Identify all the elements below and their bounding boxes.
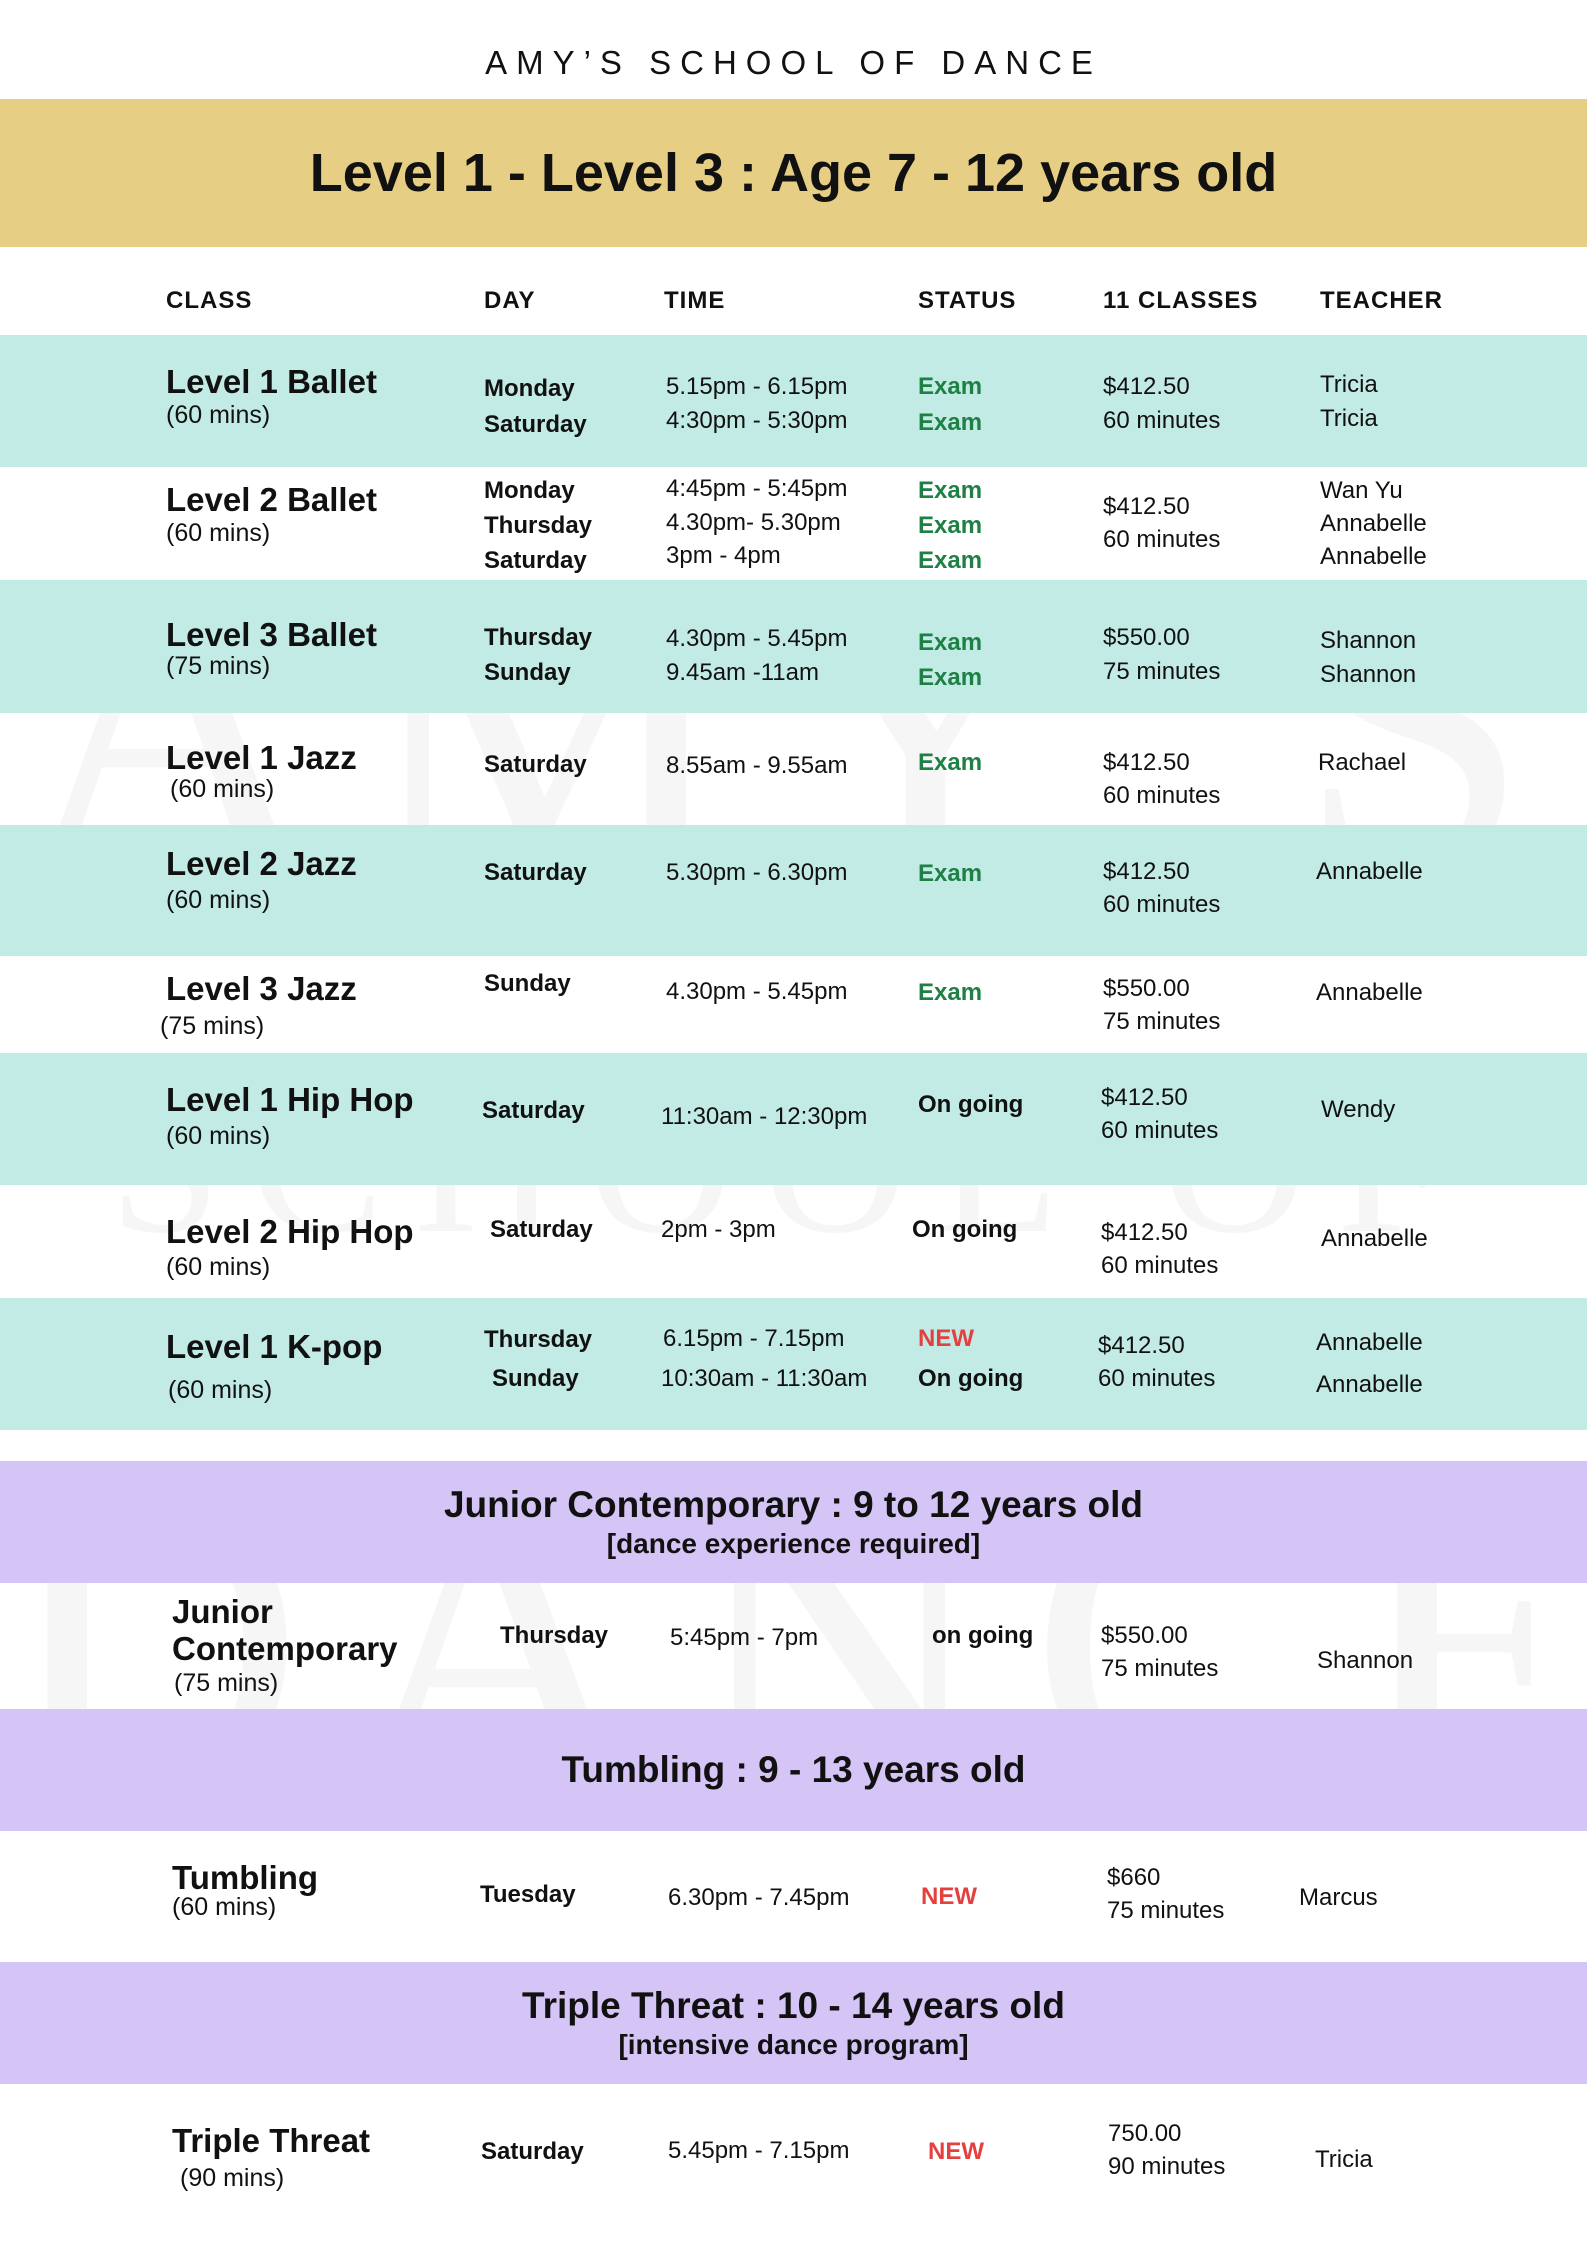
- table-row: [0, 580, 1587, 713]
- class-teacher: Marcus: [1299, 1884, 1378, 1911]
- class-name: Level 2 Ballet: [166, 481, 377, 518]
- class-minutes: 60 minutes: [1103, 407, 1221, 434]
- class-teacher: Annabelle: [1316, 979, 1423, 1006]
- section-banner-triple-threat: [0, 1962, 1587, 2084]
- status-badge: Exam: [918, 512, 983, 539]
- class-day: Tuesday: [480, 1881, 576, 1908]
- class-teacher: Annabelle: [1321, 1225, 1428, 1252]
- class-name: Contemporary: [172, 1630, 398, 1667]
- table-row: [0, 1185, 1587, 1298]
- class-day: Sunday: [484, 970, 571, 997]
- class-name: Level 1 K-pop: [166, 1328, 383, 1365]
- class-time: 2pm - 3pm: [661, 1216, 776, 1243]
- section-banner-junior-contemporary: [0, 1461, 1587, 1583]
- class-day: Monday: [484, 477, 575, 504]
- status-badge: NEW: [921, 1883, 977, 1910]
- class-price: $412.50: [1101, 1219, 1188, 1246]
- class-price: $412.50: [1103, 373, 1190, 400]
- class-minutes: 60 minutes: [1098, 1365, 1216, 1392]
- class-price: 750.00: [1108, 2120, 1182, 2147]
- status-badge: Exam: [918, 629, 983, 656]
- class-time: 4.30pm- 5.30pm: [666, 509, 841, 536]
- header-teacher: TEACHER: [1320, 287, 1444, 314]
- class-teacher: Shannon: [1317, 1647, 1414, 1674]
- class-day: Monday: [484, 375, 575, 402]
- class-day: Saturday: [484, 751, 587, 778]
- section-title: Junior Contemporary : 9 to 12 years old: [443, 1484, 1144, 1525]
- class-name: Level 1 Ballet: [166, 363, 377, 400]
- class-time: 9.45am -11am: [666, 659, 819, 686]
- school-name: AMY’S SCHOOL OF DANCE: [485, 44, 1102, 81]
- class-time: 4.30pm - 5.45pm: [666, 625, 848, 652]
- header-11-classes: 11 CLASSES: [1103, 287, 1259, 314]
- class-minutes: 90 minutes: [1108, 2153, 1226, 2180]
- class-minutes: 60 minutes: [1103, 782, 1221, 809]
- header-day: DAY: [484, 287, 536, 314]
- class-teacher: Annabelle: [1316, 1371, 1423, 1398]
- class-time: 5.30pm - 6.30pm: [666, 859, 848, 886]
- section-banner-tumbling: [0, 1709, 1587, 1831]
- status-badge: On going: [918, 1365, 1024, 1392]
- class-time: 3pm - 4pm: [666, 542, 781, 569]
- table-row: [0, 956, 1587, 1053]
- class-name: Level 2 Hip Hop: [166, 1213, 414, 1250]
- class-name: Junior: [172, 1593, 273, 1630]
- class-teacher: Annabelle: [1316, 1329, 1423, 1356]
- class-duration: (60 mins): [166, 1253, 271, 1281]
- class-price: $412.50: [1103, 858, 1190, 885]
- section-banner-levels: [0, 99, 1587, 247]
- class-time: 4:45pm - 5:45pm: [666, 475, 848, 502]
- class-teacher: Tricia: [1315, 2146, 1373, 2173]
- class-name: Level 2 Jazz: [166, 845, 357, 882]
- class-teacher: Tricia: [1320, 371, 1378, 398]
- class-time: 4:30pm - 5:30pm: [666, 407, 848, 434]
- table-row: [0, 825, 1587, 956]
- class-day: Thursday: [500, 1622, 609, 1649]
- class-day: Saturday: [484, 547, 587, 574]
- class-duration: (60 mins): [172, 1893, 277, 1921]
- class-minutes: 75 minutes: [1103, 658, 1221, 685]
- class-price: $412.50: [1103, 493, 1190, 520]
- class-time: 5.15pm - 6.15pm: [666, 373, 848, 400]
- class-duration: (75 mins): [166, 652, 271, 680]
- class-duration: (60 mins): [170, 775, 275, 803]
- class-price: $412.50: [1101, 1084, 1188, 1111]
- header-class: CLASS: [166, 287, 253, 314]
- class-price: $412.50: [1098, 1332, 1185, 1359]
- class-duration: (90 mins): [180, 2164, 285, 2192]
- class-time: 4.30pm - 5.45pm: [666, 978, 848, 1005]
- class-minutes: 60 minutes: [1101, 1252, 1219, 1279]
- class-minutes: 75 minutes: [1103, 1008, 1221, 1035]
- class-price: $550.00: [1101, 1622, 1188, 1649]
- class-time: 10:30am - 11:30am: [661, 1365, 868, 1392]
- status-badge: Exam: [918, 979, 983, 1006]
- class-day: Sunday: [492, 1365, 579, 1392]
- status-badge: Exam: [918, 373, 983, 400]
- table-row: [0, 2084, 1587, 2224]
- class-time: 6.15pm - 7.15pm: [663, 1325, 845, 1352]
- status-badge: Exam: [918, 860, 983, 887]
- header-time: TIME: [664, 287, 726, 314]
- class-name: Level 1 Hip Hop: [166, 1081, 414, 1118]
- class-price: $550.00: [1103, 975, 1190, 1002]
- class-duration: (60 mins): [166, 1122, 271, 1150]
- class-name: Level 3 Ballet: [166, 616, 377, 653]
- status-badge: Exam: [918, 749, 983, 776]
- status-badge: Exam: [918, 547, 983, 574]
- class-teacher: Tricia: [1320, 405, 1378, 432]
- class-name: Level 1 Jazz: [166, 739, 357, 776]
- class-time: 5.45pm - 7.15pm: [668, 2137, 850, 2164]
- table-row: [0, 1298, 1587, 1430]
- status-badge: Exam: [918, 664, 983, 691]
- table-row: [0, 1583, 1587, 1709]
- section-title: Tumbling : 9 - 13 years old: [561, 1749, 1026, 1790]
- class-name: Level 3 Jazz: [166, 970, 357, 1007]
- class-teacher: Wan Yu: [1320, 477, 1403, 504]
- class-time: 11:30am - 12:30pm: [661, 1103, 868, 1130]
- class-day: Sunday: [484, 659, 571, 686]
- table-row: [0, 1053, 1587, 1185]
- class-price: $550.00: [1103, 624, 1190, 651]
- class-teacher: Shannon: [1320, 627, 1417, 654]
- class-day: Saturday: [481, 2138, 584, 2165]
- section-title: Level 1 - Level 3 : Age 7 - 12 years old: [309, 143, 1278, 203]
- class-day: Thursday: [484, 1326, 593, 1353]
- class-time: 5:45pm - 7pm: [670, 1624, 819, 1651]
- class-name: Tumbling: [172, 1859, 319, 1896]
- class-time: 6.30pm - 7.45pm: [668, 1884, 850, 1911]
- class-duration: (60 mins): [166, 401, 271, 429]
- class-time: 8.55am - 9.55am: [666, 752, 848, 779]
- status-badge: NEW: [918, 1325, 974, 1352]
- class-teacher: Shannon: [1320, 661, 1417, 688]
- class-day: Thursday: [484, 624, 593, 651]
- class-name: Triple Threat: [172, 2122, 371, 2159]
- section-title: Triple Threat : 10 - 14 years old: [522, 1985, 1065, 2026]
- class-day: Thursday: [484, 512, 593, 539]
- status-badge: on going: [932, 1622, 1034, 1649]
- status-badge: Exam: [918, 409, 983, 436]
- class-minutes: 75 minutes: [1101, 1655, 1219, 1682]
- class-teacher: Annabelle: [1320, 543, 1427, 570]
- class-duration: (75 mins): [160, 1012, 265, 1040]
- class-teacher: Rachael: [1318, 749, 1407, 776]
- class-teacher: Annabelle: [1320, 510, 1427, 537]
- class-duration: (60 mins): [166, 519, 271, 547]
- section-subtitle: [intensive dance program]: [618, 2029, 969, 2060]
- table-row: [0, 467, 1587, 580]
- class-day: Saturday: [482, 1097, 585, 1124]
- table-row: [0, 1831, 1587, 1962]
- header-status: STATUS: [918, 287, 1017, 314]
- class-day: Saturday: [490, 1216, 593, 1243]
- class-minutes: 75 minutes: [1107, 1897, 1225, 1924]
- class-minutes: 60 minutes: [1101, 1117, 1219, 1144]
- class-duration: (60 mins): [168, 1376, 273, 1404]
- class-teacher: Annabelle: [1316, 858, 1423, 885]
- class-minutes: 60 minutes: [1103, 891, 1221, 918]
- class-price: $660: [1107, 1864, 1161, 1891]
- class-day: Saturday: [484, 411, 587, 438]
- class-duration: (60 mins): [166, 886, 271, 914]
- class-teacher: Wendy: [1321, 1096, 1396, 1123]
- section-subtitle: [dance experience required]: [606, 1528, 981, 1559]
- status-badge: On going: [918, 1091, 1024, 1118]
- status-badge: Exam: [918, 477, 983, 504]
- table-row: [0, 713, 1587, 825]
- class-duration: (75 mins): [174, 1669, 279, 1697]
- table-row: [0, 335, 1587, 467]
- class-price: $412.50: [1103, 749, 1190, 776]
- status-badge: NEW: [928, 2138, 984, 2165]
- status-badge: On going: [912, 1216, 1018, 1243]
- class-minutes: 60 minutes: [1103, 526, 1221, 553]
- class-day: Saturday: [484, 859, 587, 886]
